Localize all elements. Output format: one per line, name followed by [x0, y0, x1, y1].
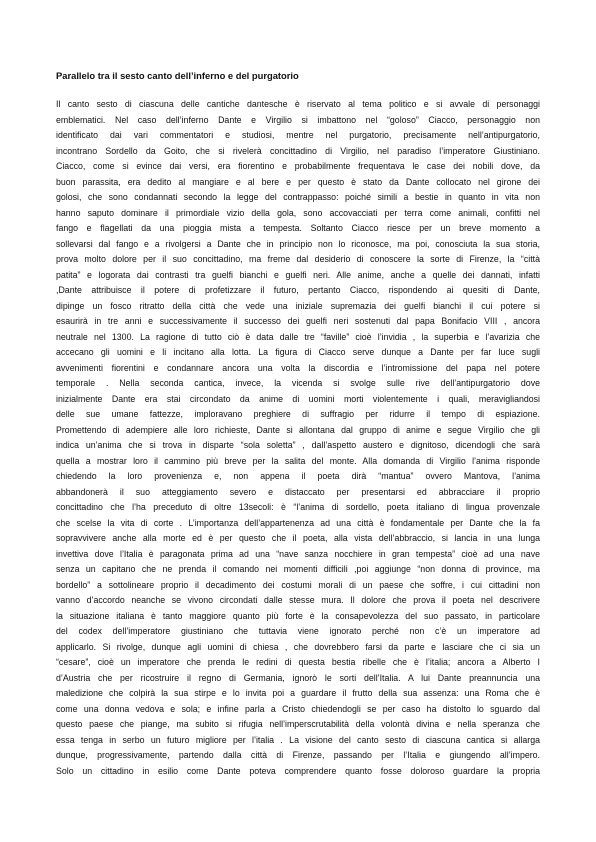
body-line: Solo un cittadino in esilio come Dante poteva comprendere quanto fosse doloroso guardare la propria	[56, 765, 540, 776]
body-line: sollevarsi dal fango e a rivolgersi a Dante che in principio non lo riconosce, ma poi, conosciuta la sua storia,	[56, 238, 540, 249]
body-line: dunque, progressivamente, partendo dalla città di Firenze, passando per l’Italia e giungendo all’impero.	[56, 750, 540, 760]
body-line: esaurirà in tre anni e successivamente il successo dei guelfi neri sostenuti dal papa Bonifacio VIII , ancora	[56, 316, 540, 326]
body-line: abbandonerà il suo atteggiamento severo e distaccato per presentarsi ed abbracciare il proprio	[56, 486, 540, 497]
body-line: Il canto sesto di ciascuna delle cantiche dantesche è riservato al tema politico e si avvale di personaggi	[56, 99, 540, 109]
body-line: inizialmente Dante era stai circondato da anime di uomini morti violentemente i quali, meravigliandosi	[56, 393, 540, 404]
body-line: come una donna vedova e sola; e infine parla a Cristo chiedendogli se per caso ha distolto lo sguardo dal	[56, 703, 540, 714]
body-line: applicarlo. Si rivolge, dunque agli uomini di chiesa , che dovrebbero farsi da parte e lasciare che ci sia un	[56, 641, 540, 652]
body-line: bordello” a sottolineare proprio il decadimento dei costumi morali di un paese che soffre, i cui cittadini non	[56, 579, 540, 590]
body-line: indica un’anima che si trova in disparte “sola soletta” , dall’aspetto austero e dignitoso, dicendogli che sarà	[56, 440, 540, 450]
body-line: ,Dante attribuisce il potere di profetizzare il futuro, pertanto Ciacco, rispondendo ai quesiti di Dante,	[56, 285, 540, 295]
body-line: d’Austria che per ricostruire il regno di Germania, ignorò le sorti dell’Italia. A lui Dante preannuncia una	[56, 672, 540, 683]
body-line: dipinge un fosco ritratto della città che vede una iniziale supremazia dei guelfi bianchi il cui potere si	[56, 300, 540, 311]
body-line: Promettendo di adempiere alle loro richieste, Dante si allontana dal gruppo di anime e segue Virgilio che gli	[56, 424, 540, 435]
body-line: che scelse la vita di corte . L’importanza dell’appartenenza ad una città è fondamentale per Dante che la fa	[56, 517, 540, 528]
body-line: “cesare”, cioè un imperatore che prenda le redini di questa bestia ribelle che è l’italia; ancora a Alberto I	[56, 657, 540, 667]
body-line: avvenimenti fiorentini e condannare ancora una volta la discordia e l’intromissione del papa nel potere	[56, 362, 540, 373]
body-line: la situazione italiana è tanto maggiore quanto più forte è la consapevolezza del suo passato, in particolare	[56, 610, 540, 621]
body-line: concittadino che l’ha preceduto di oltre 13secoli: è “l’anima di sordello, poeta italiano di lingua provenzale	[56, 502, 540, 512]
body-line: questo paese che piange, ma subito si rifugia nell’imperscrutabilità della volontà divina e nella speranza che	[56, 719, 540, 729]
body-line: patita” e logorata dai contrasti tra guelfi bianchi e guelfi neri. Alle anime, anche a quelle dei dannati, infatti	[56, 269, 540, 280]
body-line: identificato dai vari commentatori e studiosi, mentre nel purgatorio, precisamente nell’antipurgatorio,	[56, 130, 540, 140]
body-line: del codex dell’imperatore giustiniano che tuttavia viene ignorato perché non c’è un imperatore ad	[56, 626, 540, 636]
body-line: Ciacco, come si evince dai versi, era fiorentino e probabilmente frequentava le case dei nobili dove, da	[56, 161, 540, 171]
body-line: vanno d’accordo neanche se vivono circondati dalle stesse mura. Il dolore che prova il poeta nel descrivere	[56, 595, 540, 605]
document-title: Parallelo tra il sesto canto dell’inferno e del purgatorio	[56, 70, 299, 81]
body-line: essa tenga in serbo un futuro migliore per l’italia . La visione del canto sesto di ciascuna cantica si allarga	[56, 734, 540, 745]
body-line: temporale . Nella seconda cantica, invece, la vicenda si svolge sulle rive dell’antipurgatorio dove	[56, 378, 540, 388]
body-line: accecano gli uomini e li incitano alla lotta. La figura di Ciacco serve dunque a Dante per far luce sugli	[56, 347, 540, 357]
body-line: sopravvivere anche alla morte ed è per questo che il poeta, alla vista dell’abbraccio, si lancia in una lunga	[56, 533, 540, 543]
body-line: buon parassita, era dedito al mangiare e al bere e per questo è stato da Dante collocato nel girone dei	[56, 176, 540, 187]
body-line: chiedendo la loro provenienza e, non appena il poeta dirà “mantua” ovvero Mantova, l’anima	[56, 471, 540, 481]
body-line: golosi, che sono condannati secondo la legge del contrappasso: poiché simili a bestie in quanto in vita non	[56, 192, 540, 202]
body-line: prova molto dolore per il suo concittadino, ma freme dal desiderio di conoscere la sorte di Firenze, la “città	[56, 254, 540, 264]
body-line: quella a mostrar loro il cammino più breve per la salita del monte. Alla domanda di Virgilio l’anima risponde	[56, 455, 540, 466]
body-line: senza un capitano che ne prenda il comando nei momenti difficili ,poi aggiunge “non donna di province, ma	[56, 564, 540, 574]
body-line: maledizione che colpirà la sua stirpe e lo invita poi a guardare il frutto della sua assenza: una Roma che è	[56, 688, 540, 698]
body-line: emblematici. Nel caso dell’inferno Dante e Virgilio si imbattono nel “goloso” Ciacco, personaggio non	[56, 114, 540, 125]
body-line: incontrano Sordello da Goito, che si rivelerà concittadino di Virgilio, nel paradiso l’imperatore Giustiniano.	[56, 145, 540, 156]
body-line: fango e flagellati da una pioggia mista a tempesta. Soltanto Ciacco riesce per un breve momento a	[56, 223, 540, 233]
body-line: hanno saputo dominare il primordiale vizio della gola, sono accovacciati per terra come animali, confitti nel	[56, 207, 540, 218]
body-line: neutrale nel 1300. La ragione di tutto ciò è data dalle tre “faville” cioè l’invidia , la superbia e l’avarizia che	[56, 331, 540, 342]
body-line: invettiva dove l’Italia è paragonata prima ad una “nave sanza nocchiere in gran tempesta” cioè ad una nave	[56, 548, 540, 559]
body-line: delle sue umane fattezze, imploravano preghiere di suffragio per ridurre il tempo di espiazione.	[56, 409, 540, 419]
document-body	[56, 97, 540, 779]
